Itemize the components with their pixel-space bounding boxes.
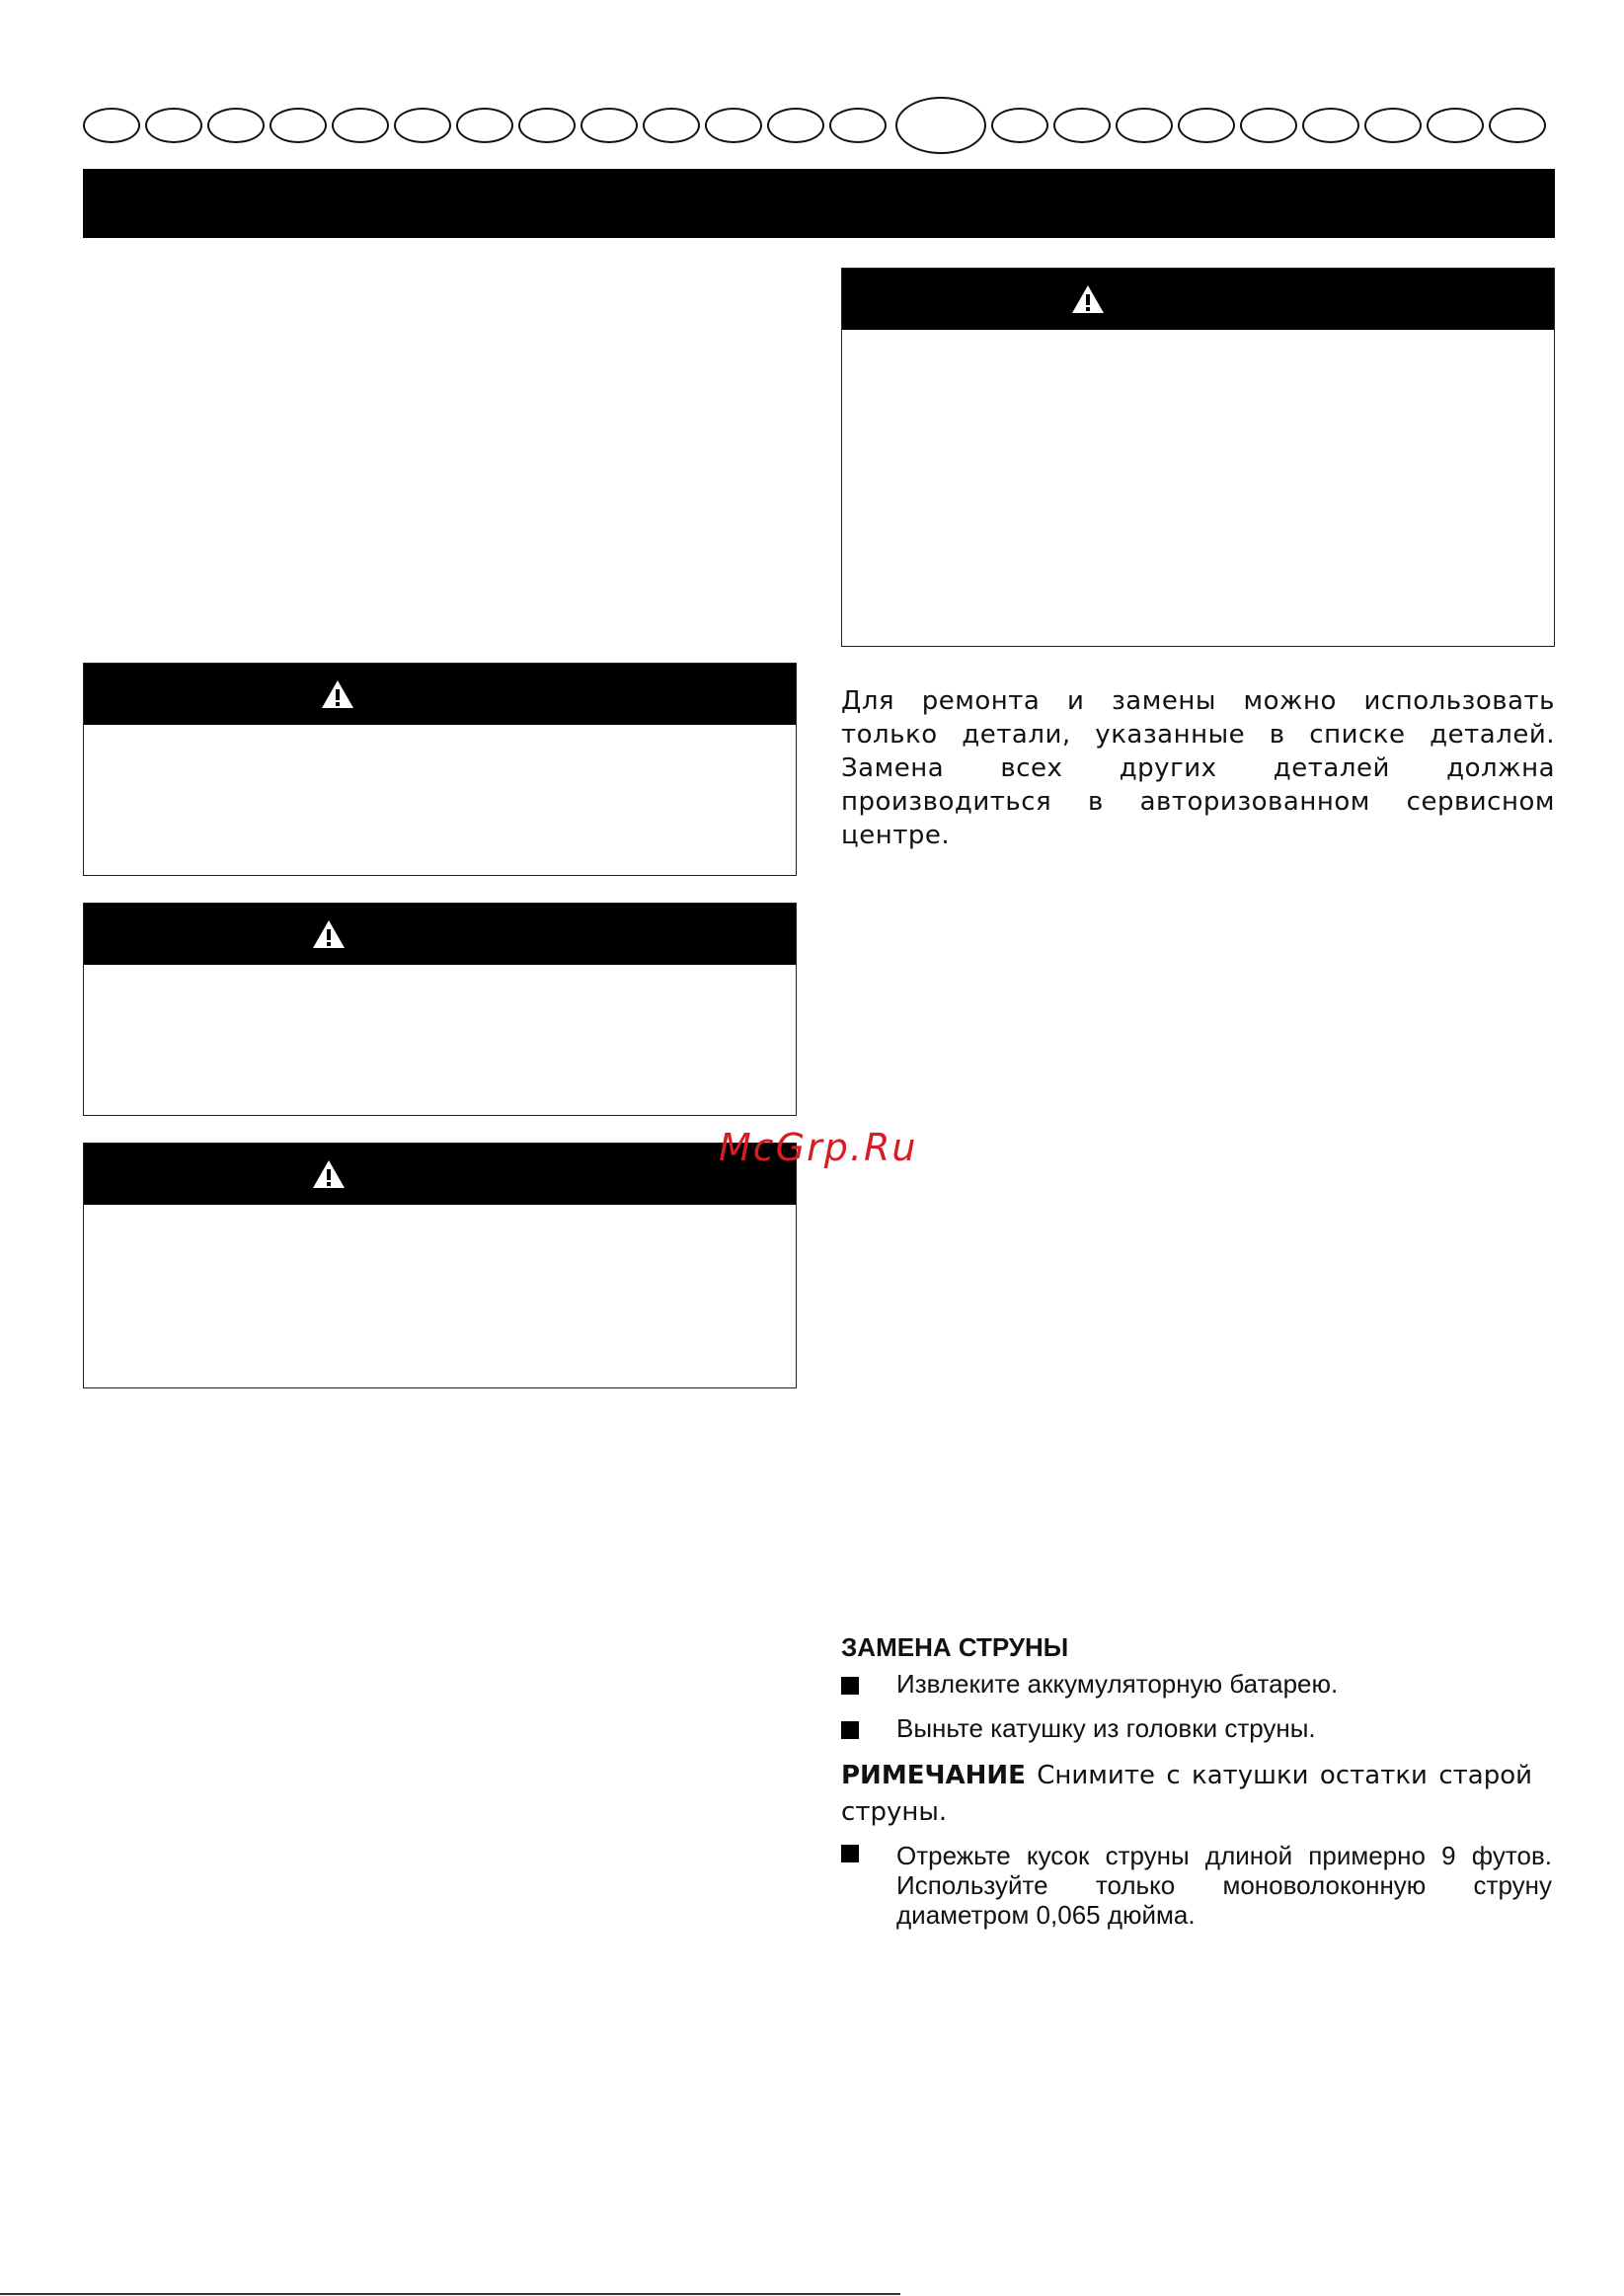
line-replacement-title: ЗАМЕНА СТРУНЫ — [841, 1632, 1069, 1662]
language-tab[interactable] — [207, 108, 265, 143]
footer-rule — [0, 2293, 900, 2295]
language-tab[interactable] — [83, 108, 140, 143]
language-tab[interactable] — [456, 108, 513, 143]
language-tab[interactable] — [1178, 108, 1235, 143]
language-tab[interactable] — [1489, 108, 1546, 143]
language-tabs — [83, 103, 1552, 156]
list-item — [841, 1669, 1338, 1700]
warning-box — [83, 1143, 797, 1388]
language-tab[interactable] — [394, 108, 451, 143]
warning-header — [84, 1144, 796, 1205]
list-item — [841, 1713, 1316, 1744]
warning-triangle-icon — [1071, 284, 1105, 314]
language-tab[interactable] — [1053, 108, 1111, 143]
warning-box — [83, 903, 797, 1116]
warning-header — [84, 904, 796, 965]
warning-triangle-icon — [312, 1159, 346, 1189]
list-item-text: Выньте катушку из головки струны. — [896, 1713, 1316, 1743]
language-tab[interactable] — [643, 108, 700, 143]
bullet-square-icon — [841, 1677, 859, 1695]
language-tab[interactable] — [1427, 108, 1484, 143]
language-tab[interactable] — [1302, 108, 1359, 143]
language-tab[interactable] — [829, 108, 887, 143]
warning-box — [83, 663, 797, 876]
language-tab[interactable] — [518, 108, 576, 143]
language-tab[interactable] — [1116, 108, 1173, 143]
bullet-square-icon — [841, 1721, 859, 1739]
warning-header — [842, 269, 1554, 330]
language-tab-active[interactable] — [895, 97, 986, 154]
list-item — [841, 1841, 1552, 1930]
language-tab[interactable] — [270, 108, 327, 143]
list-item-text: Извлеките аккумуляторную батарею. — [896, 1669, 1339, 1699]
list-item-text: Отрежьте кусок струны длиной примерно 9 футов. Используйте только моноволоконную струну диаметром 0,065 дюйма. — [896, 1841, 1552, 1930]
language-tab[interactable] — [145, 108, 202, 143]
note-label: РИМЕЧАНИЕ — [841, 1761, 1026, 1790]
watermark: McGrp.Ru — [719, 1126, 918, 1169]
language-tab[interactable] — [1240, 108, 1297, 143]
warning-header — [84, 664, 796, 725]
language-tab[interactable] — [991, 108, 1048, 143]
warning-triangle-icon — [312, 919, 346, 949]
warning-triangle-icon — [321, 679, 354, 709]
warning-box — [841, 268, 1555, 647]
language-tab[interactable] — [767, 108, 824, 143]
language-tab[interactable] — [580, 108, 638, 143]
repair-paragraph: Для ремонта и замены можно использовать только детали, указанные в списке деталей. Замена всех других деталей должна производиться в авторизованном сервисном центре. — [841, 686, 1555, 850]
language-tab[interactable] — [705, 108, 762, 143]
language-tab[interactable] — [1364, 108, 1422, 143]
section-header-bar — [83, 169, 1555, 238]
language-tab[interactable] — [332, 108, 389, 143]
bullet-square-icon — [841, 1845, 859, 1862]
note-text: Снимите с катушки остатки старой струны. — [841, 1761, 1533, 1827]
note-block — [841, 1758, 1532, 1831]
